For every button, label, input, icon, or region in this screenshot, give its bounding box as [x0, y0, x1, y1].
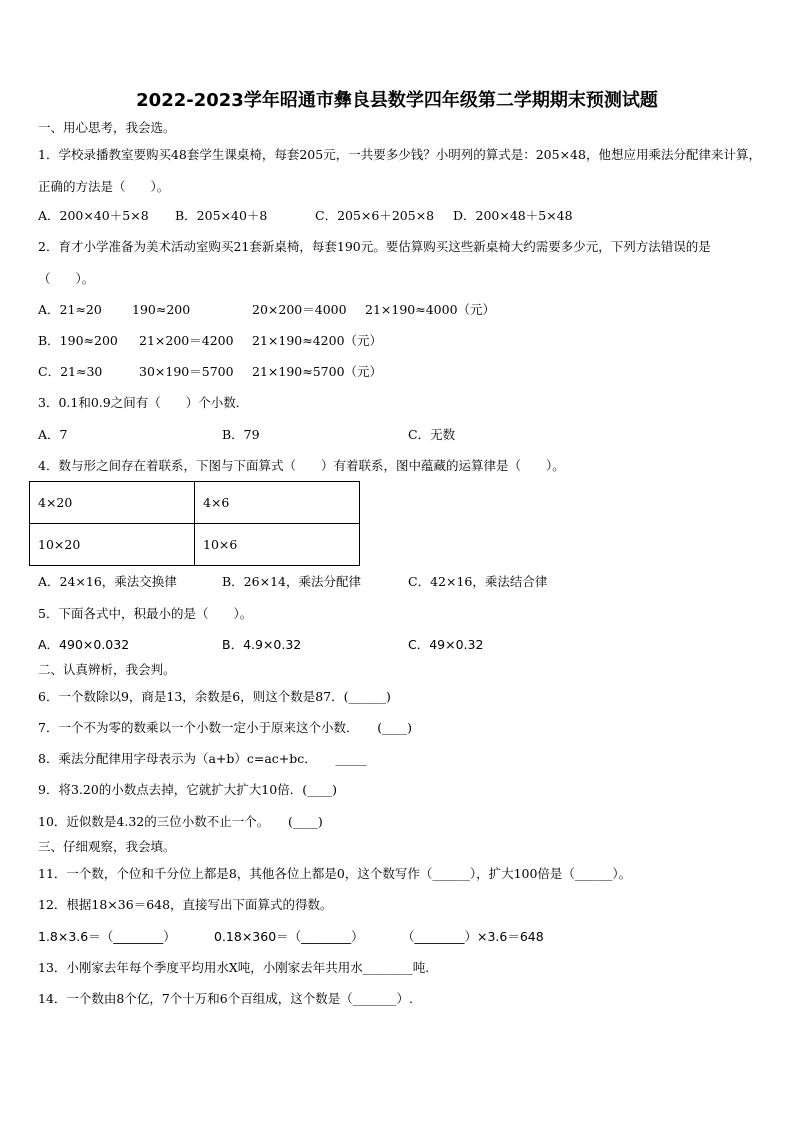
question-4: 4．数与形之间存在着联系，下图与下面算式（ ）有着联系，图中蕴藏的运算律是（ ）。 — [38, 458, 565, 473]
table-cell: 4×20 — [30, 482, 195, 524]
table-row — [30, 524, 360, 566]
question-1-options — [38, 208, 758, 224]
question-10: 10．近似数是4.32的三位小数不止一个。 (____) — [38, 814, 323, 829]
option-c-step1: C．21≈30 — [38, 364, 103, 379]
option-c: C．205×6＋205×8 — [315, 208, 435, 223]
option-a: A．490×0.032 — [38, 637, 130, 652]
table-cell: 4×6 — [195, 482, 360, 524]
question-8: 8．乘法分配律用字母表示为（a+b）c=ac+bc． _____ — [38, 751, 367, 766]
question-5: 5．下面各式中，积最小的是（ ）。 — [38, 606, 253, 621]
question-14: 14．一个数由8个亿，7个十万和6个百组成，这个数是（_______）. — [38, 991, 413, 1006]
option-a-step2: 190≈200 — [132, 302, 191, 317]
option-b-step1: B．190≈200 — [38, 333, 118, 348]
page-title: 2022-2023学年昭通市彝良县数学四年级第二学期期末预测试题 — [136, 90, 658, 111]
question-7: 7．一个不为零的数乘以一个小数一定小于原来这个小数． (____) — [38, 720, 412, 735]
question-13: 13．小刚家去年每个季度平均用水X吨，小刚家去年共用水________吨. — [38, 960, 430, 975]
question-3-options — [38, 427, 758, 443]
option-a: A．24×16，乘法交换律 — [38, 574, 177, 589]
option-b: B．79 — [222, 427, 260, 442]
option-b-step2: 21×200＝4200 — [139, 333, 234, 348]
option-a: A．200×40＋5×8 — [38, 208, 149, 223]
option-c: C．42×16，乘法结合律 — [408, 574, 548, 589]
question-1: 1．学校录播教室要购买48套学生课桌椅，每套205元，一共要多少钱？小明列的算式是：205×48，他想应用乘法分配律来计算，正确的方法是（ ）。 — [38, 147, 761, 194]
option-d: D．200×48＋5×48 — [453, 208, 573, 223]
question-12: 12．根据18×36＝648，直接写出下面算式的得数。 — [38, 897, 333, 912]
option-b: B．26×14，乘法分配律 — [222, 574, 361, 589]
option-c: C．无数 — [408, 427, 456, 442]
question-9: 9．将3.20的小数点去掉，它就扩大扩大10倍．(____) — [38, 782, 337, 797]
section-heading-1: 一、用心思考，我会选。 — [38, 120, 176, 135]
question-2-option-b — [38, 333, 758, 349]
option-c-step3: 21×190≈5700（元） — [252, 364, 383, 379]
option-b: B．4.9×0.32 — [222, 637, 302, 652]
option-a: A．7 — [38, 427, 68, 442]
question-6: 6．一个数除以9，商是13，余数是6，则这个数是87．(______) — [38, 689, 391, 704]
question-3: 3．0.1和0.9之间有（ ）个小数． — [38, 395, 249, 410]
option-b-step3: 21×190≈4200（元） — [252, 333, 383, 348]
question-2-option-a — [38, 302, 758, 318]
blank-item-3: （________）×3.6＝648 — [402, 929, 544, 944]
blank-item-1: 1.8×3.6＝（________） — [38, 929, 176, 944]
question-4-options — [38, 574, 758, 590]
table-row — [30, 482, 360, 524]
section-heading-3: 三、仔细观察，我会填。 — [38, 839, 176, 854]
question-2-option-c — [38, 364, 758, 380]
question-11: 11．一个数，个位和千分位上都是8，其他各位上都是0，这个数写作（______），扩大100倍是（______）。 — [38, 866, 632, 881]
table-cell: 10×6 — [195, 524, 360, 566]
blank-item-2: 0.18×360＝（________） — [214, 929, 364, 944]
option-c: C．49×0.32 — [408, 637, 484, 652]
option-a-step4: 21×190≈4000（元） — [365, 302, 496, 317]
option-a-step1: A．21≈20 — [38, 302, 102, 317]
question-5-options — [38, 637, 758, 653]
option-c-step2: 30×190＝5700 — [139, 364, 234, 379]
table-cell: 10×20 — [30, 524, 195, 566]
area-model-table — [29, 481, 360, 566]
question-2: 2．育才小学准备为美术活动室购买21套新桌椅，每套190元。要估算购买这些新桌椅大约需要多少元，下列方法错误的是（ ）。 — [38, 239, 711, 286]
option-a-step3: 20×200＝4000 — [252, 302, 347, 317]
question-12-items — [38, 929, 758, 945]
option-b: B．205×40＋8 — [175, 208, 268, 223]
section-heading-2: 二、认真辨析，我会判。 — [38, 662, 176, 677]
